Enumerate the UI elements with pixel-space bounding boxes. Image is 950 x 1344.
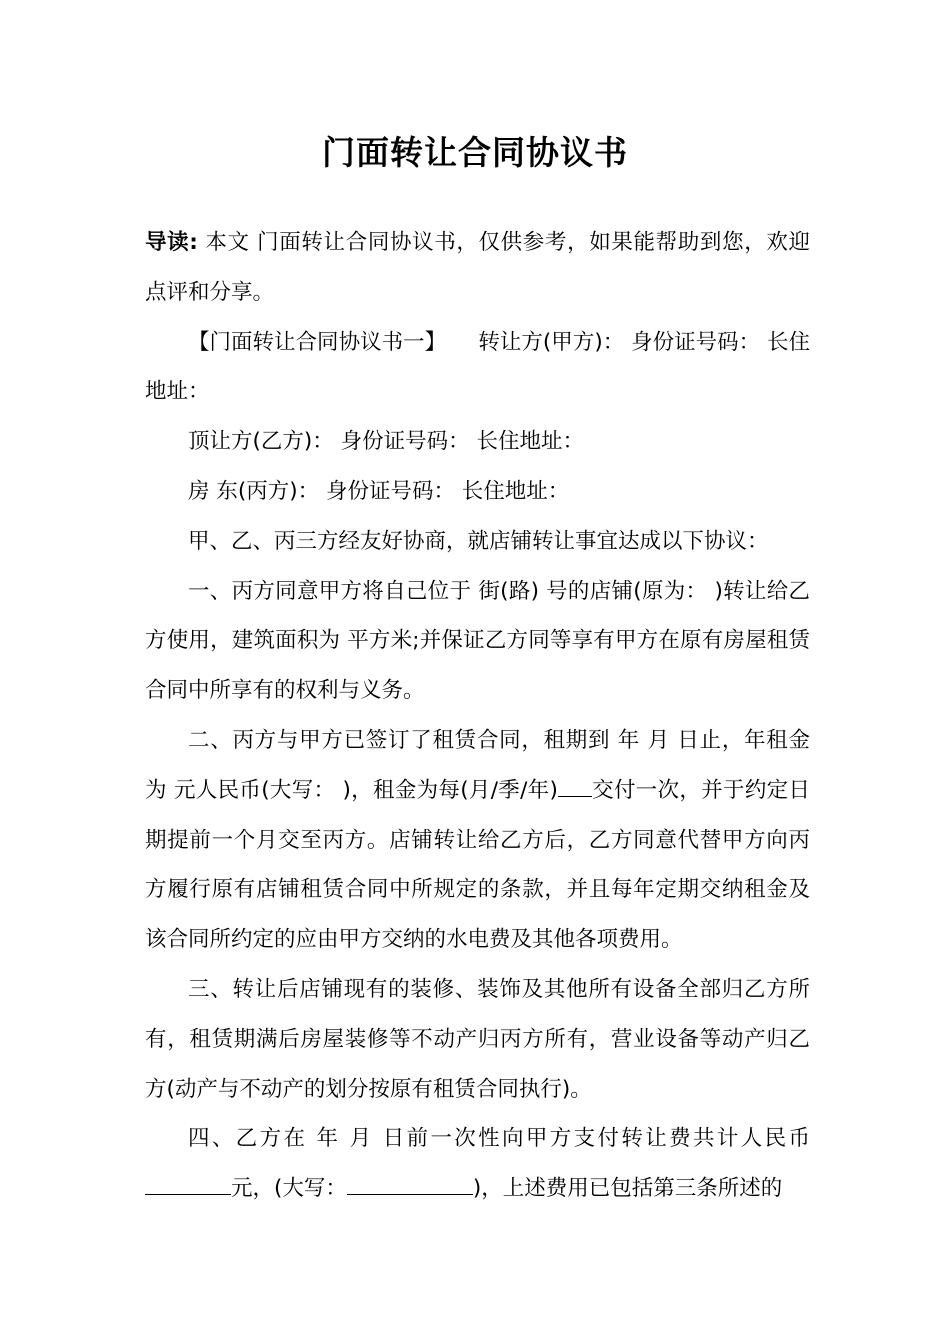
- clause-4-text-middle: 元，(大写：: [231, 1176, 347, 1202]
- paragraph-agreement-intro: 甲、乙、丙三方经友好协商，就店铺转让事宜达成以下协议：: [188, 528, 769, 554]
- lead-paragraph: [145, 218, 810, 318]
- document-title: 门面转让合同协议书: [322, 133, 628, 172]
- paragraph-clause-2: [145, 716, 810, 965]
- paragraph-parties-transferee: 顶让方(乙方)： 身份证号码： 长住地址：: [188, 429, 584, 455]
- clause-2-text-after: 交付一次，并于约定日期提前一个月交至丙方。店铺转让给乙方后，乙方同意代替甲方向丙方履行原有店铺租赁合同中所规定的条款，并且每年定期交纳租金及该合同所约定的应由甲方交纳的水电费及其他各项费用。: [145, 777, 810, 953]
- transfer-fee-amount-blank: [145, 1172, 231, 1195]
- lead-text: 本文 门面转让合同协议书，仅供参考，如果能帮助到您，欢迎点评和分享。: [145, 230, 810, 305]
- clause-4-text-before: 四、乙方在 年 月 日前一次性向甲方支付转让费共计人民币: [188, 1126, 810, 1152]
- transfer-fee-words-blank: [347, 1172, 473, 1195]
- clause-4-text-after: )，上述费用已包括第三条所述的: [472, 1176, 783, 1202]
- paragraph-clause-4: [145, 1114, 810, 1214]
- lead-label: 导读:: [145, 230, 198, 255]
- paragraph-parties-landlord: 房 东(丙方)： 身份证号码： 长住地址：: [188, 478, 570, 504]
- paragraph-parties-transferor: 【门面转让合同协议书一】 转让方(甲方)： 身份证号码： 长住地址：: [145, 329, 810, 405]
- paragraph-clause-1: 一、丙方同意甲方将自己位于 街(路) 号的店铺(原为： )转让给乙方使用，建筑面积为 平方米;并保证乙方同等享有甲方在原有房屋租赁合同中所享有的权利与义务。: [145, 578, 810, 704]
- clause-2-text-before: 二、丙方与甲方已签订了租赁合同，租期到 年 月 日止，年租金为 元人民币(大写： )，租金为每(月/季/年): [145, 727, 810, 803]
- paragraph-clause-3: 三、转让后店铺现有的装修、装饰及其他所有设备全部归乙方所有，租赁期满后房屋装修等不动产归丙方所有，营业设备等动产归乙方(动产与不动产的划分按原有租赁合同执行)。: [145, 976, 810, 1102]
- payment-period-blank: [558, 774, 592, 797]
- document-body: [145, 218, 810, 1214]
